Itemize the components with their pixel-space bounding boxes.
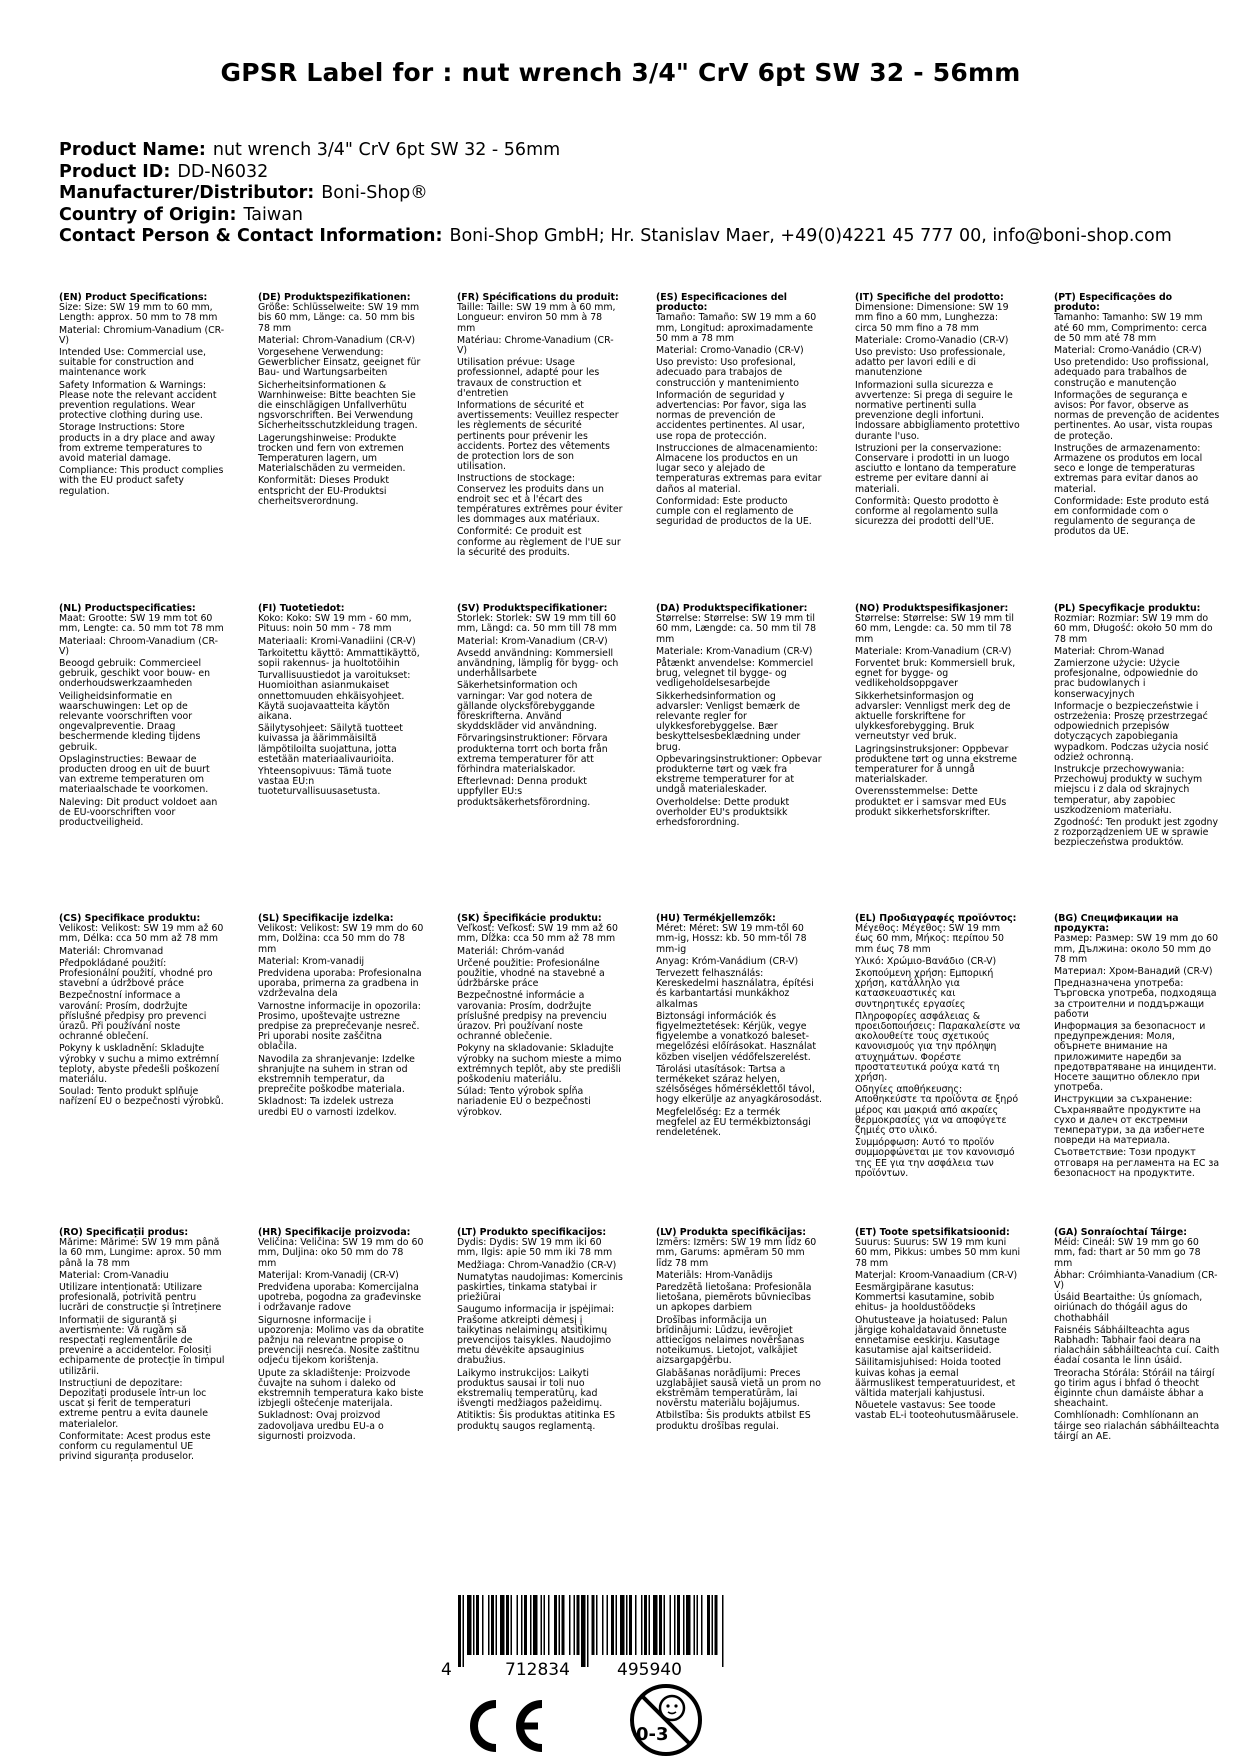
spec-paragraph: Medžiaga: Chrom-Vanadžio (CR-V): [457, 1259, 617, 1271]
spec-paragraph: Veľkosť: Veľkosť: SW 19 mm až 60 mm, Dĺžka: cca 50 mm až 78 mm: [457, 923, 618, 945]
spec-paragraph: Material: Krom-Vanadium (CR-V): [457, 635, 608, 647]
spec-paragraph: Πληροφορίες ασφάλειας & προειδοποιήσεις: Παρακαλείστε να ακολουθείτε τους σχετικούς κανονισμούς για την πρόληψη ατυχημάτων. Φορέστε προστατευτικά ρούχα κατά τη χρήση.: [855, 1010, 1021, 1084]
spec-section: [59, 1228, 225, 1464]
spec-paragraph: Instrucțiuni de depozitare: Depozitați produsele într-un loc uscat și ferit de temperaturi extreme pentru a evita daunele materialelor.: [59, 1377, 209, 1430]
spec-paragraph: Informacje o bezpieczeństwie i ostrzeżenia: Proszę przestrzegać odpowiednich przepisów dotyczących zapobiegania wypadkom. Podczas użycia nosić odzież ochronną.: [1054, 700, 1209, 763]
barcode-bar: [722, 1595, 724, 1667]
barcode-bar: [541, 1595, 543, 1655]
spec-paragraph: Pokyny k uskladnění: Skladujte výrobky v suchu a mimo extrémní teploty, abyste předešli poškození materiálu.: [59, 1043, 220, 1086]
spec-paragraph: Úsáid Beartaithe: Ús gníomach, oiriúnach do thógáil agus do chothabháil: [1054, 1292, 1203, 1324]
product-id-row: [59, 162, 1209, 184]
barcode-bar: [635, 1595, 637, 1655]
spec-paragraph: Conformité: Ce produit est conforme au règlement de l'UE sur la sécurité des produits.: [457, 526, 621, 558]
spec-paragraph: Materiale: Krom-Vanadium (CR-V): [656, 645, 813, 657]
spec-paragraph: Vorgesehene Verwendung: Gewerblicher Einsatz, geeignet für Bau- und Wartungsarbeiten: [258, 347, 421, 379]
spec-paragraph: Tamanho: Tamanho: SW 19 mm até 60 mm, Comprimento: cerca de 50 mm até 78 mm: [1054, 312, 1207, 344]
barcode-bar: [458, 1595, 461, 1667]
spec-paragraph: Lagerungshinweise: Produkte trocken und fern von extremen Temperaturen lagern, um Materialschäden zu vermeiden.: [258, 432, 406, 475]
spec-paragraph: Biztonsági információk és figyelmeztetések: Kérjük, vegye figyelembe a vonatkozó baleset-megelőzési előírásokat. Használat közben viseljen védőfelszerelést.: [656, 1010, 817, 1063]
spec-paragraph: Glabāšanas norādījumi: Preces uzglabājiet sausā vietā un prom no ekstrēmām temperatūrām, lai novērstu materiālu bojājumus.: [656, 1367, 821, 1410]
age-label: 0-3: [636, 1724, 669, 1745]
spec-paragraph: Naleving: Dit product voldoet aan de EU-voorschriften voor productveiligheid.: [59, 796, 218, 829]
spec-paragraph: Istruzioni per la conservazione: Conservare i prodotti in un luogo asciutto e lontano da temperature estreme per evitare danni ai materiali.: [855, 442, 1017, 495]
spec-paragraph: Turvallisuustiedot ja varoitukset: Huomioithan asianmukaiset onnettomuuden ehkäisyohjeet. Käytä suojavaatteita käytön aikana.: [258, 670, 411, 723]
spec-paragraph: Ábhar: Cróimhianta-Vanadium (CR-V): [1054, 1269, 1218, 1292]
spec-heading: (SV) Produktspecifikationer:: [457, 603, 608, 614]
spec-paragraph: Pokyny na skladovanie: Skladujte výrobky na suchom mieste a mimo extrémnych teplôt, aby ste predišli poškodeniu materiálu.: [457, 1043, 622, 1086]
spec-section: [1054, 914, 1220, 1181]
barcode-bar: [611, 1595, 614, 1655]
barcode-bar: [524, 1595, 527, 1655]
spec-paragraph: Material: Cromo-Vanadio (CR-V): [656, 345, 804, 357]
spec-section: [1054, 604, 1220, 851]
barcode-bar: [500, 1595, 505, 1655]
spec-paragraph: Sukladnost: Ovaj proizvod zadovoljava uredbu EU-a o sigurnosti proizvoda.: [258, 1410, 384, 1442]
spec-section: [855, 604, 1021, 820]
spec-heading: (PT) Especificações do produto:: [1054, 292, 1173, 314]
spec-paragraph: Ohutusteave ja hoiatused: Palun järgige kohaldatavaid õnnetuste ennetamise eeskirju. Kasutage kasutamise ajal kaitseriideid.: [855, 1314, 1008, 1357]
spec-paragraph: Predvidena uporaba: Profesionalna uporaba, primerna za gradbena in vzdrževalna dela: [258, 968, 422, 1000]
ce-mark-icon: [456, 1698, 548, 1754]
spec-paragraph: Predviđena uporaba: Komercijalna upotreba, pogodna za građevinske i održavanje radove: [258, 1282, 422, 1314]
spec-paragraph: Uso previsto: Uso professionale, adatto per lavori edili e di manutenzione: [855, 347, 1006, 379]
spec-section: [656, 914, 822, 1140]
page-title: GPSR Label for : nut wrench 3/4" CrV 6pt SW 32 - 56mm: [220, 58, 1021, 87]
spec-section: [59, 914, 225, 1110]
spec-heading: (BG) Спецификации на продукта:: [1054, 913, 1179, 935]
spec-paragraph: Anyag: Króm-Vanádium (CR-V): [656, 955, 799, 967]
barcode-bar: [686, 1595, 691, 1655]
spec-heading: (PL) Specyfikacje produktu:: [1054, 603, 1201, 614]
spec-paragraph: Saugumo informacija ir įspėjimai: Prašome atkreipti dėmesį į taikytinas nelaimingų atsitikimų prevencijos taisykles. Naudojimo metu dėvėkite apsauginius drabužius.: [457, 1304, 615, 1367]
spec-paragraph: Maat: Grootte: SW 19 mm tot 60 mm, Lengte: ca. 50 mm tot 78 mm: [59, 613, 224, 635]
product-name-label: Product Name:: [59, 140, 206, 160]
spec-paragraph: Информация за безопасност и предупреждения: Моля, обърнете внимание на приложимите наредби за предотвратяване на инциденти. Носете защитно облекло при употреба.: [1054, 1021, 1217, 1094]
spec-heading: (SK) Špecifikácie produktu:: [457, 913, 602, 924]
product-id-value: DD-N6032: [177, 161, 269, 182]
spec-section: [258, 604, 424, 800]
barcode-bar: [496, 1595, 498, 1655]
spec-paragraph: Säilytysohjeet: Säilytä tuotteet kuivassa ja äärimmäisiltä lämpötiloilta suojattuna, jotta estetään materiaalivaurioita.: [258, 723, 403, 765]
barcode-bar: [659, 1595, 662, 1655]
spec-paragraph: Lagringsinstruksjoner: Oppbevar produktene tørt og unna ekstreme temperaturer for å unngå materialskader.: [855, 743, 1018, 786]
spec-paragraph: Storage Instructions: Store products in a dry place and away from extreme temperatures to avoid material damage.: [59, 422, 216, 465]
spec-paragraph: Съответствие: Този продукт отговаря на регламента на ЕС за безопасност на продуктите.: [1054, 1147, 1220, 1179]
spec-paragraph: Materiál: Chromvanad: [59, 945, 164, 957]
spec-paragraph: Atbilstība: Šis produkts atbilst ES produktu drošības regulai.: [656, 1410, 811, 1432]
spec-paragraph: Efterlevnad: Denna produkt uppfyller EU:s produktsäkerhetsförordning.: [457, 776, 591, 808]
country-row: [59, 205, 1209, 227]
barcode-bar: [596, 1595, 598, 1655]
spec-paragraph: Safety Information & Warnings: Please note the relevant accident prevention regulations. Wear protective clothing during use.: [59, 379, 217, 422]
spec-paragraph: Σκοπούμενη χρήση: Εμπορική χρήση, κατάλληλο για κατασκευαστικές και συντηρητικές εργασίες: [855, 968, 994, 1010]
spec-paragraph: Инструкции за съхранение: Съхранявайте продуктите на сухо и далеч от екстремни температури, за да избегнете повреди на материала.: [1054, 1094, 1205, 1147]
barcode-bar: [616, 1595, 618, 1655]
barcode-bar: [521, 1595, 523, 1655]
spec-heading: (DA) Produktspecifikationer:: [656, 603, 808, 614]
contact-label: Contact Person & Contact Information:: [59, 226, 443, 246]
spec-section: [457, 293, 623, 560]
barcode-bar: [629, 1595, 632, 1655]
spec-heading: (ES) Especificaciones del producto:: [656, 292, 788, 314]
spec-paragraph: Mărime: Mărime: SW 19 mm până la 60 mm, Lungime: aprox. 50 mm până la 78 mm: [59, 1237, 222, 1269]
spec-paragraph: Uso previsto: Uso profesional, adecuado para trabajos de construcción y mantenimiento: [656, 357, 799, 389]
barcode-bar: [581, 1595, 586, 1667]
spec-paragraph: Tamaño: Tamaño: SW 19 mm a 60 mm, Longitud: aproximadamente 50 mm a 78 mm: [656, 312, 817, 344]
product-name-row: [59, 140, 1209, 162]
spec-heading: (RO) Specificații produs:: [59, 1227, 189, 1238]
barcode-bar: [544, 1595, 546, 1655]
spec-paragraph: Treoracha Stórála: Stóráil na táirgí go tirim agus i bhfad ó theocht éiginnte chun damáiste ábhar a sheachaint.: [1054, 1367, 1215, 1410]
spec-paragraph: Informazioni sulla sicurezza e avvertenze: Si prega di seguire le normative pertinenti sulla prevenzione degli infortuni. Indossare abbigliamento protettivo durante l'uso.: [855, 379, 1020, 442]
spec-heading: (EL) Προδιαγραφές προϊόντος:: [855, 913, 1017, 924]
barcode-bar: [533, 1595, 538, 1655]
barcode-bar: [620, 1595, 625, 1655]
spec-paragraph: Numatytas naudojimas: Komercinis paskirties, tinkama statybai ir priežiūrai: [457, 1271, 623, 1304]
spec-paragraph: Instrukcje przechowywania: Przechowuj produkty w suchym miejscu i z dala od skrajnych temperatur, aby zapobiec uszkodzeniom materiału.: [1054, 764, 1203, 816]
spec-heading: (GA) Sonraíochtaí Táirge:: [1054, 1227, 1187, 1238]
spec-paragraph: Koko: Koko: SW 19 mm - 60 mm, Pituus: noin 50 mm - 78 mm: [258, 613, 412, 635]
spec-paragraph: Beoogd gebruik: Commercieel gebruik, geschikt voor bouw- en onderhoudswerkzaamheden: [59, 658, 211, 690]
barcode-bar: [664, 1595, 666, 1655]
barcode-bar: [548, 1595, 550, 1655]
spec-paragraph: Izmērs: Izmērs: SW 19 mm līdz 60 mm, Garums: apmēram 50 mm līdz 78 mm: [656, 1237, 817, 1269]
spec-paragraph: Material: Chromium-Vanadium (CR-V): [59, 324, 225, 346]
spec-section: [656, 604, 822, 830]
spec-section: [855, 914, 1021, 1181]
spec-paragraph: Συμμόρφωση: Αυτό το προϊόν συμμορφώνεται με τον κανονισμό της ΕΕ για την ασφάλεια των προϊόντων.: [855, 1137, 1015, 1179]
spec-paragraph: Určené použitie: Profesionálne použitie, vhodné na stavebné a údržbárske práce: [457, 957, 605, 990]
spec-paragraph: Предназначена употреба: Търговска употреба, подходяща за строителни и поддържащи работи: [1054, 978, 1217, 1020]
barcode-bar: [644, 1595, 647, 1655]
product-id-label: Product ID:: [59, 161, 171, 182]
spec-paragraph: Rozmiar: Rozmiar: SW 19 mm do 60 mm, Długość: około 50 mm do 78 mm: [1054, 613, 1213, 645]
not-for-children-0-3-icon: [628, 1682, 704, 1758]
spec-paragraph: Υλικό: Χρώμιο-Βανάδιο (CR-V): [855, 955, 997, 967]
spec-paragraph: Conformidad: Este producto cumple con el reglamento de seguridad de productos de la UE.: [656, 495, 812, 528]
spec-heading: (NO) Produktspesifikasjoner:: [855, 603, 1009, 614]
spec-paragraph: Sikkerhetsinformasjon og advarsler: Vennligst merk deg de aktuelle forskriftene for ulykkesforebygging. Bruk verneutstyr ved bruk.: [855, 690, 1011, 743]
spec-heading: (HU) Termékjellemzők:: [656, 913, 776, 924]
spec-paragraph: Material: Krom-vanadij: [258, 955, 365, 967]
spec-paragraph: Súlad: Tento výrobok spĺňa nariadenie EÚ o bezpečnosti výrobkov.: [457, 1086, 591, 1118]
barcode: [440, 1595, 730, 1685]
barcode-bar: [677, 1595, 680, 1655]
barcode-bar: [562, 1595, 565, 1655]
spec-section: [258, 293, 424, 509]
spec-paragraph: Yhteensopivuus: Tämä tuote vastaa EU:n tuoteturvallisuusasetusta.: [258, 766, 392, 798]
spec-paragraph: Drošības informācija un brīdinājumi: Lūdzu, ievērojiet attiecīgos nelaimes novēršanas noteikumus. Lietojot, valkājiet aizsargapģērbu.: [656, 1314, 805, 1367]
barcode-bar: [476, 1595, 479, 1655]
spec-paragraph: Sigurnosne informacije i upozorenja: Molimo vas da obratite pažnju na relevantne propise o prevenciji nesreća. Nosite zaštitnu odjeću tijekom korištenja.: [258, 1314, 424, 1367]
spec-section: [855, 293, 1021, 529]
spec-paragraph: Compliance: This product complies with the EU product safety regulation.: [59, 465, 224, 497]
spec-paragraph: Säilitamisjuhised: Hoida tooted kuivas kohas ja eemal äärmuslikest temperatuuridest, et vältida materjali kahjustusi.: [855, 1357, 1016, 1400]
barcode-bar: [694, 1595, 696, 1655]
spec-paragraph: Veiligheidsinformatie en waarschuwingen: Let op de relevante voorschriften voor ongevalpreventie. Draag beschermende kleding tijdens gebruik.: [59, 690, 201, 753]
spec-paragraph: Méid: Cineál: SW 19 mm go 60 mm, fad: thart ar 50 mm go 78 mm: [1054, 1237, 1201, 1269]
manufacturer-label: Manufacturer/Distributor:: [59, 183, 315, 203]
spec-paragraph: Zamierzone użycie: Użycie profesjonalne, odpowiednie do prac budowlanych i konserwacyjnych: [1054, 658, 1198, 700]
spec-section: [457, 914, 623, 1120]
spec-paragraph: Instructions de stockage: Conservez les produits dans un endroit sec et à l'écart des températures extrêmes pour éviter les dommages aux matériaux.: [457, 473, 623, 526]
spec-section: [1054, 1228, 1220, 1444]
barcode-bar: [607, 1595, 609, 1655]
spec-paragraph: Velikost: Velikost: SW 19 mm až 60 mm, Délka: cca 50 mm až 78 mm: [59, 923, 224, 945]
spec-paragraph: Opbevaringsinstruktioner: Opbevar produkterne tørt og væk fra ekstreme temperaturer for at undgå materialeskader.: [656, 753, 822, 796]
spec-heading: (IT) Specifiche del prodotto:: [855, 292, 1004, 303]
barcode-bar: [602, 1595, 604, 1655]
barcode-bar: [707, 1595, 710, 1655]
spec-paragraph: Overensstemmelse: Dette produktet er i samsvar med EUs produkt sikkerhetsforskrifter.: [855, 786, 1007, 818]
barcode-bar: [715, 1595, 718, 1655]
spec-heading: (EN) Product Specifications:: [59, 292, 208, 303]
spec-paragraph: Konformität: Dieses Produkt entspricht der EU-Produktsi cherheitsverordnung.: [258, 475, 390, 507]
barcode-bar: [569, 1595, 571, 1655]
contact-row: [59, 226, 1209, 248]
barcode-bar: [592, 1595, 595, 1655]
barcode-bar: [554, 1595, 557, 1655]
barcode-bar: [653, 1595, 658, 1655]
manufacturer-value: Boni-Shop®: [321, 183, 428, 203]
barcode-bar: [463, 1595, 465, 1667]
spec-heading: (ET) Toote spetsifikatsioonid:: [855, 1227, 1010, 1238]
spec-paragraph: Materiaal: Chroom-Vanadium (CR-V): [59, 635, 218, 657]
spec-heading: (DE) Produktspezifikationen:: [258, 292, 411, 303]
spec-paragraph: Størrelse: Størrelse: SW 19 mm til 60 mm, Længde: ca. 50 mm til 78 mm: [656, 613, 817, 645]
spec-paragraph: Tárolási utasítások: Tartsa a termékeket száraz helyen, szélsőséges hőmérséklettől távol, hogy elkerülje az anyagkárosodást.: [656, 1063, 822, 1106]
barcode-bar: [467, 1595, 472, 1655]
spec-section: [258, 914, 424, 1120]
spec-paragraph: Materiál: Chróm-vanád: [457, 945, 565, 957]
barcode-bar: [517, 1595, 519, 1655]
barcode-bar: [473, 1595, 475, 1655]
country-label: Country of Origin:: [59, 204, 237, 225]
spec-paragraph: Οδηγίες αποθήκευσης: Αποθηκεύστε τα προϊόντα σε ξηρό μέρος και μακριά από ακραίες θερμοκρασίες για να αποφύγετε ζημιές στο υλικό.: [855, 1084, 1019, 1137]
barcode-bar: [626, 1595, 628, 1655]
barcode-bar: [674, 1595, 676, 1655]
spec-paragraph: Conformità: Questo prodotto è conforme al regolamento sulla sicurezza dei prodotti dell'UE.: [855, 495, 999, 528]
spec-paragraph: Material: Crom-Vanadiu: [59, 1269, 169, 1281]
spec-paragraph: Předpokládané použití: Profesionální použití, vhodné pro stavební a údržbové práce: [59, 957, 213, 990]
spec-paragraph: Materiāls: Hrom-Vanādijs: [656, 1269, 773, 1281]
spec-paragraph: Informações de segurança e avisos: Por favor, observe as normas de prevenção de acidentes pertinentes. Ao usar, vista roupas de proteção.: [1054, 389, 1220, 442]
spec-paragraph: Nõuetele vastavus: See toode vastab EL-i tooteohutusmäärusele.: [855, 1400, 1019, 1422]
spec-paragraph: Påtænkt anvendelse: Kommerciel brug, velegnet til bygge- og vedligeholdelsesarbejde: [656, 658, 814, 690]
spec-heading: (LV) Produkta specifikācijas:: [656, 1227, 806, 1238]
spec-paragraph: Conformitate: Acest produs este conform cu regulamentul UE privind siguranța produselor.: [59, 1430, 211, 1463]
spec-section: [855, 1228, 1021, 1424]
spec-paragraph: Dydis: Dydis: SW 19 mm iki 60 mm, Ilgis: apie 50 mm iki 78 mm: [457, 1237, 613, 1259]
spec-paragraph: Avsedd användning: Kommersiell användning, lämplig för bygg- och underhållsarbete: [457, 647, 619, 680]
spec-paragraph: Utilizare intenționată: Utilizare profesională, potrivită pentru lucrări de construcție și întreținere: [59, 1282, 222, 1314]
spec-paragraph: Material: Chrom-Vanadium (CR-V): [258, 334, 416, 346]
spec-section: [59, 604, 225, 830]
spec-section: [258, 1228, 424, 1444]
spec-paragraph: Dimensione: Dimensione: SW 19 mm fino a 60 mm, Lunghezza: circa 50 mm fino a 78 mm: [855, 302, 1009, 334]
barcode-bar: [482, 1595, 484, 1655]
spec-paragraph: Utilisation prévue: Usage professionnel, adapté pour les travaux de construction et d'entretien: [457, 357, 600, 399]
contact-value: Boni-Shop GmbH; Hr. Stanislav Maer, +49(0)4221 45 777 00, info@boni-shop.com: [449, 226, 1172, 246]
spec-paragraph: Instrucciones de almacenamiento: Almacene los productos en un lugar seco y alejado de temperaturas extremas para evitar daños al material.: [656, 442, 822, 495]
spec-paragraph: Sikkerhedsinformation og advarsler: Venligst bemærk de relevante regler for ulykkesforebyggelse. Bær beskyttelsesbeklædning under brug.: [656, 690, 801, 753]
barcode-bar: [670, 1595, 672, 1655]
spec-paragraph: Méret: Méret: SW 19 mm-től 60 mm-ig, Hossz: kb. 50 mm-től 78 mm-ig: [656, 923, 807, 955]
spec-paragraph: Comhlíonadh: Comhlíonann an táirge seo rialachán sábháilteachta táirgí an AE.: [1054, 1410, 1220, 1442]
spec-section: [656, 1228, 822, 1434]
spec-paragraph: Materiaali: Kromi-Vanadiini (CR-V): [258, 635, 416, 647]
barcode-bar: [587, 1595, 589, 1667]
spec-paragraph: Informations de sécurité et avertissements: Veuillez respecter les règlements de sécurité pertinents pour prévenir les accidents. Portez des vêtements de protection lors de son utilisation.: [457, 400, 619, 473]
spec-paragraph: Matériau: Chrome-Vanadium (CR-V): [457, 334, 614, 357]
spec-paragraph: Intended Use: Commercial use, suitable for construction and maintenance work: [59, 347, 207, 379]
spec-paragraph: Laikymo instrukcijos: Laikyti produktus sausai ir toli nuo ekstremalių temperatūrų, kad išvengti medžiagos pažeidimų.: [457, 1367, 603, 1410]
spec-paragraph: Paredzētā lietošana: Profesionāla lietošana, piemērots būvniecības un apkopes darbiem: [656, 1282, 812, 1314]
barcode-bar: [577, 1595, 580, 1655]
barcode-bar: [491, 1595, 494, 1655]
spec-paragraph: Materijal: Krom-Vanadij (CR-V): [258, 1269, 399, 1281]
spec-paragraph: Bezpečnostné informácie a varovania: Prosím, dodržujte príslušné predpisy na prevenciu úrazov. Pri používaní noste ochranné oblečenie.: [457, 990, 607, 1043]
spec-paragraph: Faisnéis Sábháilteachta agus Rabhadh: Tabhair faoi deara na rialacháin sábháilteachta cuí. Caith éadaí cosanta le linn úsáid.: [1054, 1324, 1220, 1367]
spec-paragraph: Información de seguridad y advertencias: Por favor, siga las normas de prevención de accidentes pertinentes. Al usar, use ropa de protección.: [656, 389, 807, 442]
spec-paragraph: Materiale: Krom-Vanadium (CR-V): [855, 645, 1012, 657]
spec-paragraph: Größe: Schlüsselweite: SW 19 mm bis 60 mm, Länge: ca. 50 mm bis 78 mm: [258, 302, 420, 334]
spec-paragraph: Informații de siguranță și avertismente: Vă rugăm să respectați reglementările de prevenire a accidentelor. Folosiți echipamente de protecție în timpul utilizării.: [59, 1314, 225, 1377]
barcode-bar: [530, 1595, 532, 1655]
spec-paragraph: Förvaringsinstruktioner: Förvara produkterna torrt och borta från extrema temperaturer för att förhindra materialskador.: [457, 733, 608, 776]
spec-paragraph: Megfelelőség: Ez a termék megfelel az EU termékbiztonsági rendeletének.: [656, 1106, 811, 1139]
spec-paragraph: Materjal: Kroom-Vanaadium (CR-V): [855, 1269, 1018, 1281]
spec-paragraph: Materiale: Cromo-Vanadio (CR-V): [855, 334, 1009, 346]
barcode-bar: [701, 1595, 703, 1655]
spec-paragraph: Material: Cromo-Vanádio (CR-V): [1054, 345, 1202, 357]
barcode-bar: [574, 1595, 576, 1655]
spec-heading: (LT) Produkto specifikacijos:: [457, 1227, 607, 1238]
spec-paragraph: Atitiktis: Šis produktas atitinka ES produktų saugos reglamentą.: [457, 1410, 616, 1432]
spec-paragraph: Bezpečnostní informace a varování: Prosím, dodržujte příslušné předpisy pro prevenci úrazů. Při používání noste ochranné oblečení.: [59, 990, 207, 1043]
spec-heading: (FR) Spécifications du produit:: [457, 292, 619, 303]
spec-paragraph: Conformidade: Este produto está em conformidade com o regulamento de segurança de produtos da UE.: [1054, 495, 1210, 538]
spec-paragraph: Storlek: Storlek: SW 19 mm till 60 mm, Längd: ca. 50 mm till 78 mm: [457, 613, 617, 635]
manufacturer-row: [59, 183, 1209, 205]
spec-paragraph: Zgodność: Ten produkt jest zgodny z rozporządzeniem UE w sprawie bezpieczeństwa produktów.: [1054, 817, 1219, 849]
spec-paragraph: Μέγεθος: Μέγεθος: SW 19 mm έως 60 mm, Μήκος: περίπου 50 mm έως 78 mm: [855, 923, 1005, 955]
spec-paragraph: Tarkoitettu käyttö: Ammattikäyttö, sopii rakennus- ja huoltotöihin: [258, 647, 420, 670]
barcode-digits-right: 495940: [617, 1660, 682, 1680]
barcode-digits-mid: 712834: [505, 1660, 570, 1680]
spec-section: [1054, 293, 1220, 540]
barcode-bar: [641, 1595, 643, 1655]
barcode-bar: [559, 1595, 561, 1655]
product-name-value: nut wrench 3/4" CrV 6pt SW 32 - 56mm: [212, 140, 561, 160]
spec-paragraph: Säkerhetsinformation och varningar: Var god notera de gällande olycksförebyggande föreskrifterna. Använd skyddskläder vid användning.: [457, 680, 598, 733]
spec-paragraph: Velikost: Velikost: SW 19 mm do 60 mm, Dolžina: cca 50 mm do 78 mm: [258, 923, 424, 955]
spec-paragraph: Uso pretendido: Uso profissional, adequado para trabalhos de construção e manutenção: [1054, 357, 1209, 389]
barcode-digit-left: 4: [441, 1660, 452, 1680]
spec-paragraph: Størrelse: Størrelse: SW 19 mm til 60 mm, Lengde: ca. 50 mm til 78 mm: [855, 613, 1014, 645]
spec-section: [457, 604, 623, 810]
spec-paragraph: Varnostne informacije in opozorila: Prosimo, upoštevajte ustrezne predpise za preprečevanje nesreč. Pri uporabi nosite zaščitna oblačila.: [258, 1000, 421, 1053]
spec-paragraph: Материал: Хром-Ванадий (CR-V): [1054, 966, 1213, 978]
spec-paragraph: Veličina: Veličina: SW 19 mm do 60 mm, Duljina: oko 50 mm do 78 mm: [258, 1237, 424, 1269]
spec-paragraph: Forventet bruk: Kommersiell bruk, egnet for bygge- og vedlikeholdsoppgaver: [855, 658, 1016, 690]
spec-heading: (FI) Tuotetiedot:: [258, 603, 345, 614]
spec-heading: (SL) Specifikacije izdelka:: [258, 913, 394, 924]
spec-paragraph: Overholdelse: Dette produkt overholder EU's produktsikk erhedsforordning.: [656, 796, 790, 829]
spec-paragraph: Sicherheitsinformationen & Warnhinweise: Bitte beachten Sie die einschlägigen Unfallverhütu ngsvorschriften. Bei Verwendung Sicherheitsschutzkleidung tragen.: [258, 379, 418, 432]
spec-paragraph: Opslaginstructies: Bewaar de producten droog en uit de buurt van extreme temperaturen om materiaalschade te voorkomen.: [59, 753, 210, 796]
spec-heading: (CS) Specifikace produktu:: [59, 913, 201, 924]
spec-paragraph: Tervezett felhasználás: Kereskedelmi használatra, építési és karbantartási munkákhoz alkalmas: [656, 968, 814, 1010]
spec-section: [59, 293, 225, 499]
barcode-bar: [712, 1595, 714, 1655]
spec-heading: (NL) Productspecificaties:: [59, 603, 196, 614]
spec-paragraph: Navodila za shranjevanje: Izdelke shranjujte na suhem in stran od ekstremnih temperatur, da preprečite poškodbe materiala.: [258, 1053, 415, 1096]
barcode-bar: [488, 1595, 490, 1655]
spec-paragraph: Soulad: Tento produkt splňuje nařízení EU o bezpečnosti výrobků.: [59, 1086, 224, 1108]
spec-section: [457, 1228, 623, 1434]
spec-paragraph: Materiał: Chrom-Wanad: [1054, 645, 1165, 657]
product-info: [59, 140, 1209, 248]
spec-paragraph: Taille: Taille: SW 19 mm à 60 mm, Longueur: environ 50 mm à 78 mm: [457, 302, 616, 334]
spec-paragraph: Skladnost: Ta izdelek ustreza uredbi EU o varnosti izdelkov.: [258, 1096, 397, 1118]
spec-heading: (HR) Specifikacije proizvoda:: [258, 1227, 411, 1238]
spec-section: [656, 293, 822, 529]
spec-paragraph: Upute za skladištenje: Proizvode čuvajte na suhom i daleko od ekstremnih temperatura kako biste izbjegli oštećenje materijala.: [258, 1367, 424, 1410]
spec-paragraph: Suurus: Suurus: SW 19 mm kuni 60 mm, Pikkus: umbes 50 mm kuni 78 mm: [855, 1237, 1021, 1269]
spec-paragraph: Size: Size: SW 19 mm to 60 mm, Length: approx. 50 mm to 78 mm: [59, 302, 218, 324]
spec-paragraph: Размер: Размер: SW 19 mm до 60 mm, Дължина: около 50 mm до 78 mm: [1054, 933, 1219, 965]
barcode-bar: [511, 1595, 513, 1655]
barcode-bar: [697, 1595, 699, 1655]
country-value: Taiwan: [243, 204, 304, 225]
spec-paragraph: Instruções de armazenamento: Armazene os produtos em local seco e longe de temperaturas extremas para evitar danos ao material.: [1054, 442, 1203, 495]
barcode-bar: [649, 1595, 651, 1655]
barcode-bar: [683, 1595, 685, 1655]
spec-paragraph: Eesmärgipärane kasutus: Kommertsi kasutamine, sobib ehitus- ja hooldustöödeks: [855, 1282, 995, 1314]
barcode-bar: [506, 1595, 509, 1655]
